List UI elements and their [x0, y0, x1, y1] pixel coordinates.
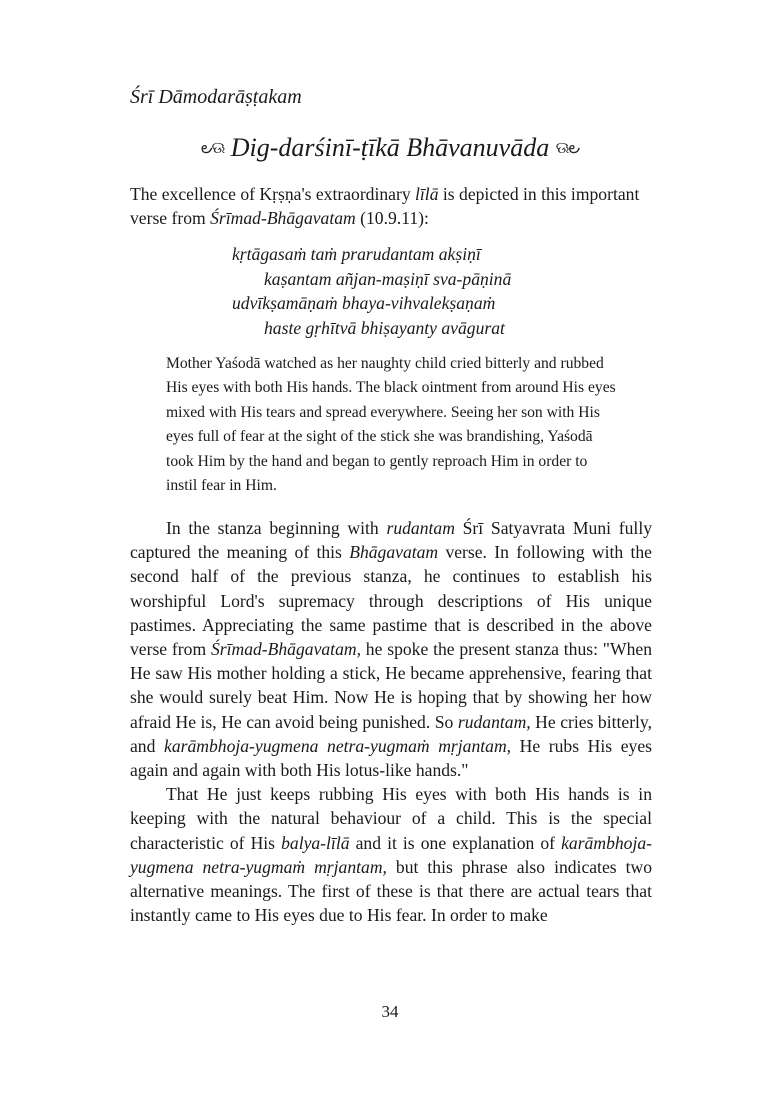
intro-text-1: The excellence of Kṛṣṇa's extraordinary — [130, 184, 416, 204]
p1-text-4: he spoke the present stanza thus: "When He saw His mother holding a stick, He became apprehensive, fearing that she would surely beat Him. Now He is hoping that by showing her how afraid He is, He can avoid being punished. So — [130, 639, 652, 732]
verse-line: udvīkṣamāṇaṁ bhaya-vihvalekṣaṇaṁ — [232, 293, 496, 314]
p2-term-2: karāmbhoja-yugmena netra-yugmaṁ mṛjantam, — [130, 832, 652, 877]
sanskrit-verse — [232, 242, 511, 340]
verse-line: haste gṛhītvā bhiṣayanty avāgurat — [264, 317, 505, 338]
commentary — [130, 516, 652, 927]
ornament-left-icon: ౿ଊ — [200, 140, 225, 158]
p1-text-3: verse. In following with the second half of the previous stanza, he continues to establish his worshipful Lord's supremacy through descriptions of His unique pastimes. Appreciating the same pastime that is described in the above verse from — [130, 542, 652, 660]
p1-term-3: Śrīmad-Bhāgavatam, — [210, 639, 361, 660]
intro-text-3: (10.9.11): — [355, 208, 429, 229]
p1-term-5: karāmbhoja-yugmena netra-yugmaṁ mṛjantam, — [164, 735, 512, 756]
verse-translation — [166, 352, 616, 498]
verse-line: kaṣantam añjan-maṣiṇī sva-pāṇinā — [264, 268, 512, 289]
p1-term-4: rudantam, — [457, 711, 531, 732]
intro-term-lila: līlā — [415, 184, 439, 204]
translation-text: Mother Yaśodā watched as her naughty child cried bitterly and rubbed His eyes with both His hands. The black ointment from around His eyes mixed with His tears and spread everywhere. Seeing her son with His eyes full of fear at the sight of the stick she was brandishing, Yaśodā took Him by the hand and began to gently reproach Him in order to instil fear in Him. — [166, 355, 616, 495]
paragraph-2 — [130, 782, 652, 927]
section-title — [0, 133, 780, 163]
intro-term-bhagavatam: Śrīmad-Bhāgavatam — [210, 208, 356, 229]
p2-text-2: and it is one explanation of — [349, 832, 562, 853]
intro-text-2: is depicted in this important verse from — [130, 184, 640, 229]
ornament-right-icon: ଊ౿ — [555, 140, 580, 158]
intro-paragraph — [130, 182, 652, 230]
p2-term-1: balya-līlā — [281, 832, 350, 853]
p2-text-1: That He just keeps rubbing His eyes with both His hands is in keeping with the natural behaviour of a child. This is the special characteristic of His — [130, 784, 652, 853]
p1-text-5: He cries bitterly, and — [130, 711, 652, 756]
p1-term-1: rudantam — [386, 518, 455, 538]
p1-text-2: Śrī Satyavrata Muni fully captured the meaning of this — [130, 518, 653, 563]
running-head: Śrī Dāmodarāṣṭakam — [130, 86, 302, 108]
paragraph-1 — [130, 516, 652, 782]
page-number: 34 — [381, 1002, 399, 1021]
p1-term-2: Bhāgavatam — [349, 542, 439, 563]
p1-text-6: He rubs His eyes again and again with both His lotus-like hands." — [130, 735, 652, 781]
p1-text-1: In the stanza beginning with — [166, 518, 387, 538]
verse-line: kṛtāgasaṁ taṁ prarudantam akṣiṇī — [232, 244, 481, 264]
section-title-text: Dig-darśinī-ṭīkā Bhāvanuvāda — [230, 133, 550, 162]
p2-text-3: but this phrase also indicates two alternative meanings. The first of these is that there are actual tears that instantly came to His eyes due to His fear. In order to make — [130, 856, 652, 926]
